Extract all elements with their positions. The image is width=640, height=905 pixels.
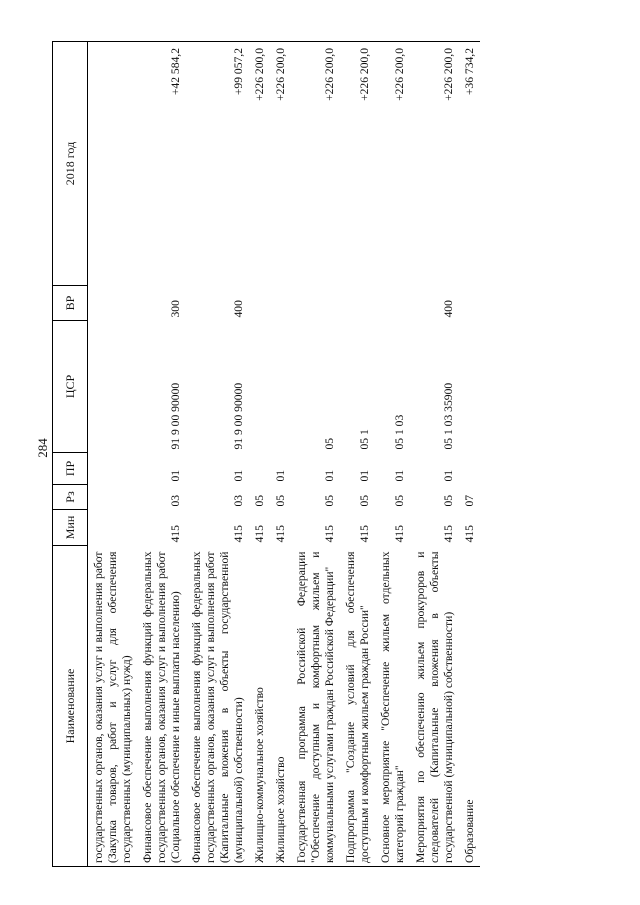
row-name: Государственная программа Российской Федерации "Обеспечение доступным и комфортным жильем и коммунальными услугами граждан Российской Федерации" [295,551,336,863]
row-rz: 05 [253,494,266,507]
row-pr: 01 [323,469,336,482]
row-amount: +99 057,2 [232,48,245,96]
row-amount: +36 734,2 [463,48,476,96]
row-csr: 05 1 03 35900 [442,382,455,450]
row-min: 415 [442,525,455,543]
table-row [410,42,459,867]
row-min [88,510,138,546]
table-row [340,42,375,867]
row-csr: 05 [323,437,336,450]
row-name: Жилищное хозяйство [274,756,287,863]
row-amount [88,42,138,286]
table-row [88,42,138,867]
row-vr: 400 [442,300,455,318]
row-min: 415 [274,525,287,543]
row-amount: +226 200,0 [274,48,287,101]
row-rz: 07 [463,494,476,507]
row-amount: +226 200,0 [393,48,406,101]
row-vr [340,286,375,321]
table-row [375,42,410,867]
row-amount: +42 584,2 [169,48,182,96]
row-rz: 05 [393,494,406,507]
row-vr: 400 [232,300,245,318]
row-rz: 05 [274,494,287,507]
header-csr: ЦСР [53,321,88,453]
row-csr: 91 9 00 90000 [169,382,182,450]
row-min: 415 [323,525,336,543]
row-pr: 01 [358,469,371,482]
table-row [270,42,291,867]
row-pr: 01 [232,469,245,482]
page-number: 284 [35,438,50,458]
row-pr: 01 [274,469,287,482]
row-vr: 300 [169,300,182,318]
row-vr [270,286,291,321]
row-vr [375,286,410,321]
header-vr: ВР [53,286,88,321]
header-pr: ПР [53,453,88,485]
row-rz: 03 [232,494,245,507]
row-csr [459,321,480,453]
row-amount: +226 200,0 [442,48,455,101]
row-name: Мероприятия по обеспечению жильем прокуроров и следователей (Капитальные вложения в объекты государственной (муниципальной) собственности) [414,551,455,863]
table-row [137,42,186,867]
table-row [186,42,249,867]
header-name: Наименование [53,546,88,867]
row-pr [459,453,480,485]
row-vr [459,286,480,321]
row-name: Образование [463,799,476,863]
row-csr: 05 1 [358,429,371,450]
row-pr [88,453,138,485]
budget-table [52,41,480,867]
row-name: государственных органов, оказания услуг и выполнения работ (Закупка товаров, работ и услуг для обеспечения государственных (муниципальных) нужд) [92,551,133,863]
row-vr [88,286,138,321]
row-min: 415 [169,525,182,543]
row-vr [291,286,340,321]
row-min: 415 [358,525,371,543]
table-header-row [53,42,88,867]
row-csr [270,321,291,453]
header-min: Мин [53,510,88,546]
row-pr: 01 [169,469,182,482]
row-amount: +226 200,0 [358,48,371,101]
row-rz: 05 [442,494,455,507]
row-csr [249,321,270,453]
table-row [249,42,270,867]
row-min: 415 [463,525,476,543]
row-pr [249,453,270,485]
row-min: 415 [232,525,245,543]
budget-table-rotated [52,42,612,867]
row-name: Жилищно-коммунальное хозяйство [253,687,266,863]
row-vr [249,286,270,321]
row-rz [88,485,138,510]
row-csr: 05 1 03 [393,414,406,450]
header-rz: Рз [53,485,88,510]
row-pr: 01 [442,469,455,482]
table-row [291,42,340,867]
row-min: 415 [253,525,266,543]
row-name: Финансовое обеспечение выполнения функций федеральных государственных органов, оказания услуг и выполнения работ (Капитальные вложения в объекты государственной (муниципальной) собственности) [190,551,245,863]
table-row [459,42,480,867]
row-amount: +226 200,0 [253,48,266,101]
row-name: Подпрограмма "Создание условий для обеспечения доступным и комфортным жильем граждан России" [344,551,371,863]
row-amount: +226 200,0 [323,48,336,101]
row-min: 415 [393,525,406,543]
row-csr [88,321,138,453]
row-rz: 05 [358,494,371,507]
row-rz: 03 [169,494,182,507]
row-csr: 91 9 00 90000 [232,382,245,450]
row-name: Основное мероприятие "Обеспечение жильем отдельных категорий граждан" [379,551,406,863]
row-pr: 01 [393,469,406,482]
row-rz: 05 [323,494,336,507]
header-year: 2018 год [53,42,88,286]
row-name: Финансовое обеспечение выполнения функций федеральных государственных органов, оказания услуг и выполнения работ (Социальное обеспечение и иные выплаты населению) [141,551,182,863]
